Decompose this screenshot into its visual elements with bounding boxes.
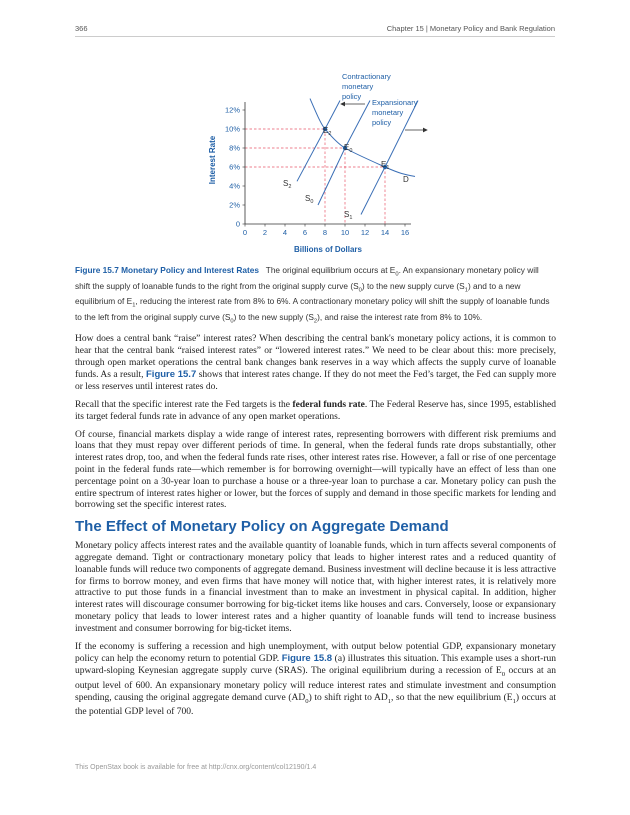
x-tick-label: 16 [400, 228, 410, 237]
label-s0: $S_0$ [305, 194, 314, 205]
expansionary-label: Expansionary monetary policy [372, 98, 418, 127]
term-federal-funds-rate: federal funds rate [292, 399, 365, 410]
contractionary-label: Contractionary monetary policy [342, 72, 391, 101]
label-e2: $E_2$ [323, 126, 332, 137]
x-tick-label: 12 [360, 228, 370, 237]
label-e1: $E_1$ [381, 160, 390, 171]
running-header: Chapter 15 | Monetary Policy and Bank Regulation [386, 24, 555, 33]
body-text [75, 334, 556, 725]
paragraph-1: How does a central bank “raise” interest rates? When describing the central bank's monetary policy actions, it is common to hear that the central bank “raised interest rates” or “lowered interest rates.” We need to be clear about this: more precisely, through open market operations the central bank changes bank reserves in a way which affects the supply curve of loanable funds. As a result, Figure 15.7 shows that interest rates change. If they do not meet the Fed’s target, the Fed can supply more or less reserves until interest rates do. [75, 334, 557, 393]
x-tick-label: 2 [262, 228, 268, 237]
y-tick-label: 8% [229, 143, 240, 153]
x-axis-title: Billions of Dollars [293, 245, 363, 254]
label-d: D [403, 175, 409, 184]
page-number: 366 [75, 24, 88, 33]
page-footer: This OpenStax book is available for free at http://cnx.org/content/col12190/1.4 [75, 764, 317, 771]
caption-title: Figure 15.7 Monetary Policy and Interest Rates [75, 265, 259, 275]
paragraph-3: Of course, financial markets display a wide range of interest rates, representing borrowers with different risk premiums and loans that they must repay over different periods of time. In general, when the federal funds rate drops substantially, other interest rates drop, too, and when the federal funds rate rises, other interest rates rise. However, a fall or rise of one percentage point in the federal funds rate—which remember is for borrowing overnight—will typically have an effect of less than one percentage point on a 30-year loan to purchase a house or a three-year loan to purchase a car. Monetary policy can push the entire spectrum of interest rates higher or lower, but the forces of supply and demand in those specific markets for lending and borrowing set the specific interest rates. [75, 429, 556, 511]
x-tick-label: 6 [302, 228, 308, 237]
figure-15-7-link[interactable]: Figure 15.7 [146, 369, 197, 381]
paragraph-4: Monetary policy affects interest rates and the available quantity of loanable funds, which in turn affects several components of aggregate demand. Tight or contractionary monetary policy that leads to higher interest rates and a reduced quantity of loanable funds will reduce two components of aggregate demand. Business investment will decline because it is less attractive for firms to borrow money, and even firms that have money will notice that, with higher interest rates, it is relatively more attractive to put those funds in a financial investment than to make an investment in physical capital. In addition, higher interest rates will discourage consumer borrowing for big-ticket items like houses and cars. Conversely, loose or expansionary monetary policy that leads to lower interest rates and a higher quantity of loanable funds will tend to increase business investment and consumer borrowing for big-ticket items. [75, 541, 556, 634]
label-s2: $S_2$ [283, 179, 292, 190]
x-tick-label: 10 [340, 228, 350, 237]
y-tick-label: 4% [229, 181, 240, 191]
label-s1: $S_1$ [344, 210, 353, 221]
paragraph-5: If the economy is suffering a recession and high unemployment, with output below potential GDP, expansionary monetary policy can help the economy return to potential GDP. Figure 15.8 (a) illustrates this situation. This example uses a short-run upward-sloping Keynesian aggregate supply curve (SRAS). The original equilibrium during a recession of $E_0$ occurs at an output level of 600. An expansionary monetary policy will reduce interest rates and stimulate investment and consumption spending, causing the original aggregate demand curve $(AD_0)$ to shift right to $AD_1$, so that the new equilibrium $(E_1)$ occurs at the potential GDP level of 700. [75, 641, 556, 718]
x-tick-label: 0 [242, 228, 248, 237]
paragraph-2: Recall that the specific interest rate the Fed targets is the federal funds rate. The Federal Reserve has, since 1995, established its target federal funds rate in advance of any open market operations. [75, 399, 556, 422]
label-e0: $E_0$ [344, 143, 353, 154]
y-tick-label: 10% [224, 124, 240, 134]
curve-s0 [318, 101, 370, 206]
figure-15-8-link[interactable]: Figure 15.8 [281, 653, 333, 665]
y-tick-label: 2% [229, 200, 240, 210]
x-tick-label: 8 [322, 228, 328, 237]
figure-15-7-chart [195, 66, 435, 261]
figure-caption: Figure 15.7 Monetary Policy and Interest Rates The original equilibrium occurs at $E_0$. An expansionary monetary policy will shift the supply of loanable funds to the right from the original supply curve $(S_0)$ to the new supply curve $(S_1)$ and to a new equilibrium of $E_1$, reducing the interest rate from 8% to 6%. A contractionary monetary policy will shift the supply of loanable funds to the left from the original supply curve $(S_0)$ to the new supply $(S_2)$, and raise the interest rate from 8% to 10%. [75, 265, 550, 325]
header-rule [75, 36, 555, 37]
y-tick-label: 12% [224, 105, 240, 115]
x-tick-label: 14 [380, 228, 390, 237]
guide-lines [245, 129, 385, 224]
curve-s2 [297, 101, 340, 182]
y-tick-label: 6% [229, 162, 240, 172]
y-tick-label: 0 [235, 219, 240, 229]
y-axis-title: Interest Rate [208, 135, 217, 185]
x-tick-label: 4 [282, 228, 288, 237]
section-heading: The Effect of Monetary Policy on Aggregate Demand [75, 518, 449, 536]
